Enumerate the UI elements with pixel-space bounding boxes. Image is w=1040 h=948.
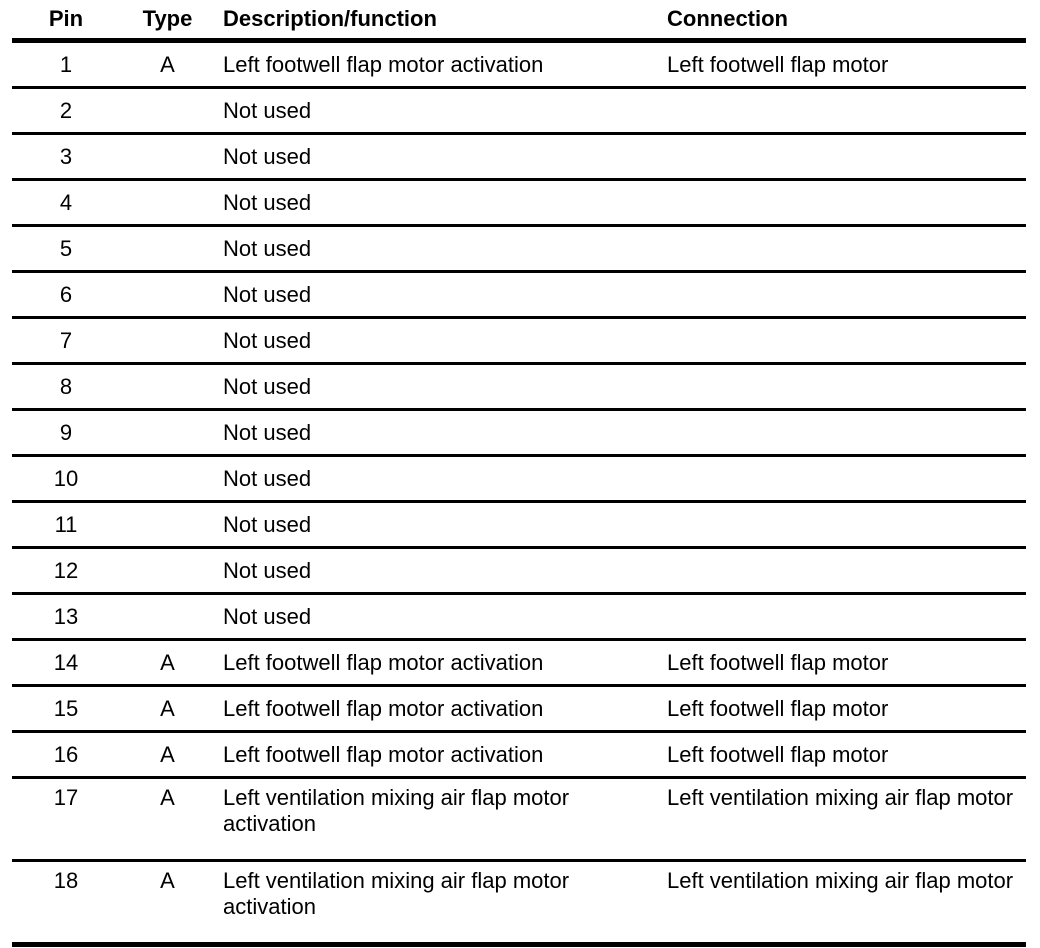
cell-type: A: [120, 732, 215, 778]
cell-type: [120, 594, 215, 640]
cell-connection: Left footwell flap motor: [667, 686, 1026, 732]
cell-type: A: [120, 861, 215, 945]
cell-connection: Left ventilation mixing air flap motor: [667, 861, 1026, 945]
header-pin: Pin: [12, 0, 120, 41]
table-row: [12, 548, 1026, 594]
table-row: [12, 640, 1026, 686]
cell-connection: [667, 180, 1026, 226]
table-row: [12, 226, 1026, 272]
cell-description: Not used: [215, 456, 667, 502]
table-row: [12, 732, 1026, 778]
pin-table: [12, 0, 1026, 947]
cell-type: [120, 456, 215, 502]
table-row: [12, 861, 1026, 945]
cell-pin: 1: [12, 41, 120, 88]
cell-type: A: [120, 686, 215, 732]
cell-description: Not used: [215, 134, 667, 180]
cell-description: Not used: [215, 272, 667, 318]
cell-pin: 7: [12, 318, 120, 364]
table-row: [12, 778, 1026, 861]
cell-pin: 8: [12, 364, 120, 410]
cell-connection: [667, 226, 1026, 272]
cell-connection: Left footwell flap motor: [667, 732, 1026, 778]
table-row: [12, 180, 1026, 226]
cell-description: Left footwell flap motor activation: [215, 41, 667, 88]
cell-type: [120, 502, 215, 548]
table-header-row: [12, 0, 1026, 41]
cell-pin: 16: [12, 732, 120, 778]
cell-description: Left ventilation mixing air flap motor activation: [215, 861, 667, 945]
cell-type: [120, 548, 215, 594]
table-row: [12, 594, 1026, 640]
cell-description: Left footwell flap motor activation: [215, 640, 667, 686]
cell-type: [120, 226, 215, 272]
cell-description: Not used: [215, 548, 667, 594]
cell-type: A: [120, 640, 215, 686]
cell-type: [120, 88, 215, 134]
cell-connection: [667, 318, 1026, 364]
cell-description: Not used: [215, 594, 667, 640]
header-description: Description/function: [215, 0, 667, 41]
header-connection: Connection: [667, 0, 1026, 41]
cell-connection: [667, 272, 1026, 318]
table-row: [12, 456, 1026, 502]
cell-connection: [667, 548, 1026, 594]
header-type: Type: [120, 0, 215, 41]
cell-description: Not used: [215, 410, 667, 456]
cell-pin: 4: [12, 180, 120, 226]
table-row: [12, 272, 1026, 318]
cell-type: A: [120, 41, 215, 88]
cell-description: Not used: [215, 88, 667, 134]
cell-connection: [667, 456, 1026, 502]
cell-pin: 10: [12, 456, 120, 502]
cell-connection: Left ventilation mixing air flap motor: [667, 778, 1026, 861]
table-row: [12, 318, 1026, 364]
cell-pin: 14: [12, 640, 120, 686]
cell-connection: [667, 410, 1026, 456]
cell-description: Not used: [215, 318, 667, 364]
cell-type: [120, 364, 215, 410]
cell-connection: Left footwell flap motor: [667, 41, 1026, 88]
cell-pin: 3: [12, 134, 120, 180]
cell-description: Left ventilation mixing air flap motor activation: [215, 778, 667, 861]
cell-description: Not used: [215, 226, 667, 272]
cell-description: Not used: [215, 180, 667, 226]
cell-pin: 2: [12, 88, 120, 134]
cell-pin: 18: [12, 861, 120, 945]
cell-type: [120, 272, 215, 318]
cell-pin: 11: [12, 502, 120, 548]
cell-connection: [667, 88, 1026, 134]
table-body: [12, 41, 1026, 945]
cell-type: [120, 318, 215, 364]
cell-connection: [667, 134, 1026, 180]
cell-connection: [667, 594, 1026, 640]
cell-description: Not used: [215, 502, 667, 548]
cell-connection: [667, 502, 1026, 548]
cell-connection: Left footwell flap motor: [667, 640, 1026, 686]
cell-pin: 15: [12, 686, 120, 732]
table-row: [12, 410, 1026, 456]
table-row: [12, 364, 1026, 410]
cell-pin: 12: [12, 548, 120, 594]
cell-pin: 6: [12, 272, 120, 318]
cell-connection: [667, 364, 1026, 410]
cell-pin: 17: [12, 778, 120, 861]
cell-type: [120, 180, 215, 226]
table-row: [12, 88, 1026, 134]
cell-type: [120, 134, 215, 180]
cell-description: Left footwell flap motor activation: [215, 686, 667, 732]
cell-pin: 5: [12, 226, 120, 272]
table-row: [12, 134, 1026, 180]
table-row: [12, 502, 1026, 548]
cell-description: Left footwell flap motor activation: [215, 732, 667, 778]
cell-description: Not used: [215, 364, 667, 410]
cell-type: [120, 410, 215, 456]
table-row: [12, 686, 1026, 732]
cell-type: A: [120, 778, 215, 861]
cell-pin: 9: [12, 410, 120, 456]
cell-pin: 13: [12, 594, 120, 640]
table-row: [12, 41, 1026, 88]
